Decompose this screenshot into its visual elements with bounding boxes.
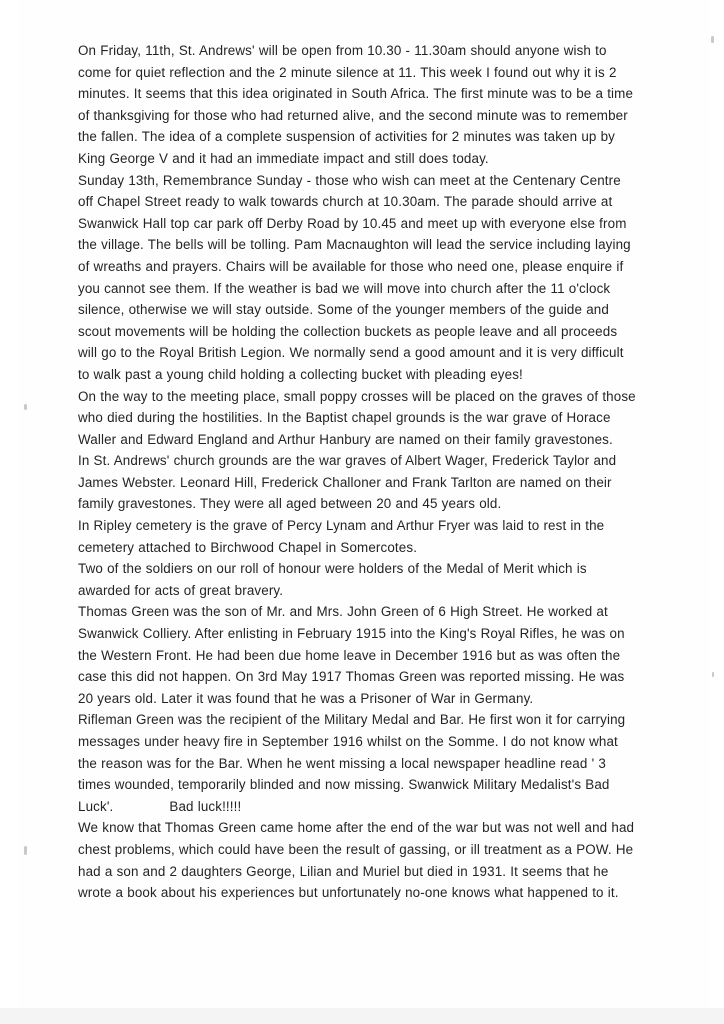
scan-artifact-speck [712,672,714,677]
paragraph-friday-11th: On Friday, 11th, St. Andrews' will be open from 10.30 - 11.30am should anyone wish to come for quiet reflection and the 2 minute silence at 11. This week I found out why it is 2 minutes. It seems that this idea originated in South Africa. The first minute was to be a time of thanksgiving for those who had returned alive, and the second minute was to remember the fallen. The idea of a complete suspension of activities for 2 minutes was taken up by King George V and it had an immediate impact and still does today. [78,43,634,166]
page-left-margin [0,0,18,1024]
paragraph-medal-of-merit: Two of the soldiers on our roll of honour were holders of the Medal of Merit which is awarded for acts of great bravery. [78,561,587,598]
paragraph-ripley-cemetery: In Ripley cemetery is the grave of Percy Lynam and Arthur Fryer was laid to rest in the cemetery attached to Birchwood Chapel in Somercotes. [78,518,605,555]
rifleman-green-text: Rifleman Green was the recipient of the Military Medal and Bar. He first won it for carrying messages under heavy fire in September 1916 whilst on the Somme. I do not know what the reason was for the Bar. When he went missing a local newspaper headline read ' 3 times wounded, temporarily blinded and now missing. Swanwick Military Medalist's Bad Luck'. [78,712,626,814]
page-right-margin [710,0,724,1024]
rifleman-green-exclamation: Bad luck!!!!! [169,798,242,814]
paragraph-st-andrews-graves: In St. Andrews' church grounds are the war graves of Albert Wager, Frederick Taylor and James Webster. Leonard Hill, Frederick Challoner and Frank Tarlton are named on their family gravestones. They were all aged between 20 and 45 years old. [78,453,617,512]
paragraph-sunday-13th: Sunday 13th, Remembrance Sunday - those who wish can meet at the Centenary Centre off Chapel Street ready to walk towards church at 10.30am. The parade should arrive at Swanwick Hall top car park off Derby Road by 10.45 and meet up with everyone else from the village. The bells will be tolling. Pam Macnaughton will lead the service including laying of wreaths and prayers. Chairs will be available for those who need one, please enquire if you cannot see them. If the weather is bad we will move into church after the 11 o'clock silence, otherwise we will stay outside. Some of the younger members of the guide and scout movements will be holding the collection buckets as people leave and all proceeds will go to the Royal British Legion. We normally send a good amount and it is very difficult to walk past a young child holding a collecting bucket with pleading eyes! [78,172,631,382]
scan-artifact-speck [711,36,714,43]
paragraph-rifleman-green [78,709,636,817]
paragraph-thomas-green-home: We know that Thomas Green came home after the end of the war but was not well and had chest problems, which could have been the result of gassing, or ill treatment as a POW. He had a son and 2 daughters George, Lilian and Muriel but died in 1931. It seems that he wrote a book about his experiences but unfortunately no-one knows what happened to it. [78,820,635,901]
paragraph-poppy-crosses: On the way to the meeting place, small poppy crosses will be placed on the graves of those who died during the hostilities. In the Baptist chapel grounds is the war grave of Horace Waller and Edward England and Arthur Hanbury are named on their family gravestones. [78,388,636,447]
paragraph-thomas-green: Thomas Green was the son of Mr. and Mrs. John Green of 6 High Street. He worked at Swanwick Colliery. After enlisting in February 1915 into the King's Royal Rifles, he was on the Western Front. He had been due home leave in December 1916 but as was often the case this did not happen. On 3rd May 1917 Thomas Green was reported missing. He was 20 years old. Later it was found that he was a Prisoner of War in Germany. [78,604,625,706]
document-body [78,40,636,904]
scan-artifact-speck [24,404,27,410]
page-bottom-band [0,1008,724,1024]
scan-artifact-speck [24,846,27,855]
